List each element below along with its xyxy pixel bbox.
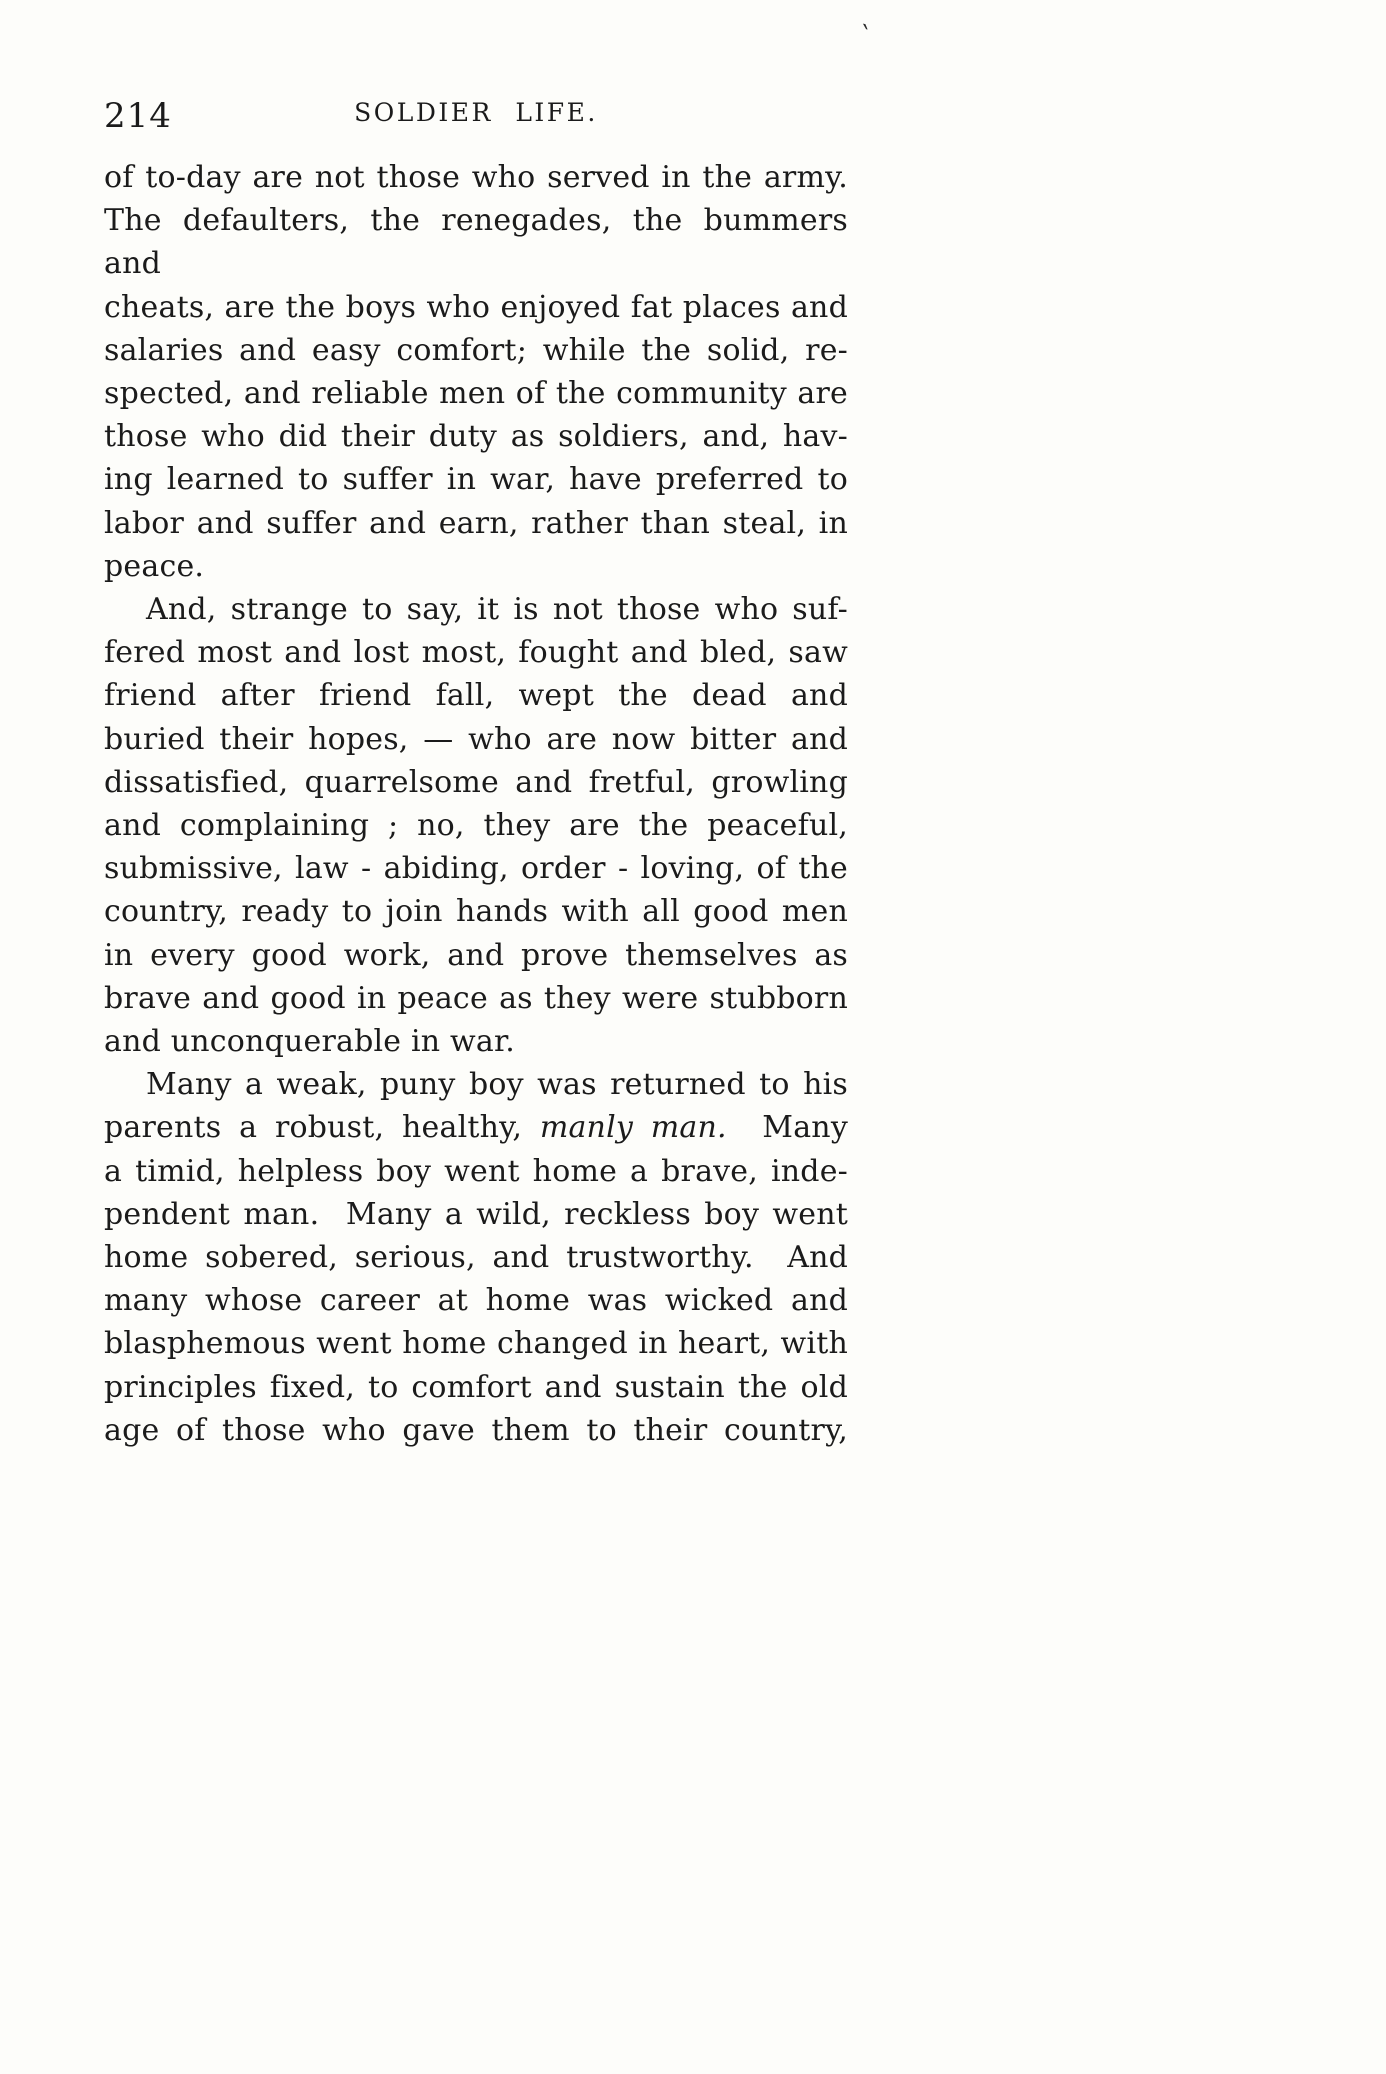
- text-segment: Many a weak, puny boy was returned to his: [146, 1067, 848, 1103]
- text-segment: and unconquerable in war.: [104, 1024, 515, 1060]
- text-segment: And, strange to say, it is not those who suf-: [146, 592, 848, 628]
- text-line: [104, 674, 848, 717]
- paragraph: [104, 156, 848, 588]
- text-segment: ing learned to suffer in war, have preferred to: [104, 462, 848, 498]
- running-title: SOLDIER LIFE.: [354, 98, 598, 127]
- text-line: [104, 631, 848, 674]
- text-segment: many whose career at home was wicked and: [104, 1283, 848, 1319]
- text-segment: Many: [726, 1110, 848, 1146]
- italic-text-segment: manly man.: [539, 1110, 727, 1146]
- text-segment: country, ready to join hands with all good men: [104, 894, 848, 930]
- text-segment: of to-day are not those who served in the army.: [104, 160, 848, 195]
- text-line: [104, 286, 848, 329]
- text-line: [104, 1279, 848, 1322]
- text-segment: home sobered, serious, and trustworthy. And: [104, 1240, 848, 1276]
- text-segment: brave and good in peace as they were stubborn: [104, 980, 848, 1016]
- text-line: [104, 1020, 848, 1063]
- text-segment: salaries and easy comfort; while the solid, re-: [104, 332, 848, 368]
- text-line: [104, 199, 848, 285]
- page-number: 214: [104, 96, 172, 136]
- text-line: [104, 1150, 848, 1193]
- text-segment: buried their hopes, — who are now bitter and: [104, 721, 848, 757]
- text-segment: in every good work, and prove themselves as: [104, 937, 848, 973]
- text-line: [104, 1236, 848, 1279]
- text-segment: blasphemous went home changed in heart, with: [104, 1326, 848, 1362]
- text-segment: principles fixed, to comfort and sustain the old: [104, 1369, 848, 1405]
- text-segment: labor and suffer and earn, rather than steal, in: [104, 505, 848, 541]
- text-line: [104, 1409, 848, 1452]
- text-segment: dissatisfied, quarrelsome and fretful, growling: [104, 764, 848, 800]
- text-line: [104, 761, 848, 804]
- text-segment: The defaulters, the renegades, the bummers and: [104, 203, 848, 282]
- text-line: [104, 1366, 848, 1409]
- text-block: [104, 156, 848, 1452]
- text-segment: peace.: [104, 548, 205, 584]
- paragraph: [104, 1063, 848, 1452]
- text-line: [104, 890, 848, 933]
- text-line: [104, 977, 848, 1020]
- text-segment: age of those who gave them to their country,: [104, 1412, 848, 1448]
- text-line: [104, 156, 848, 199]
- text-segment: those who did their duty as soldiers, and, hav-: [104, 419, 848, 455]
- scan-artifact: `: [855, 20, 874, 54]
- text-line: [104, 502, 848, 545]
- text-segment: friend after friend fall, wept the dead and: [104, 678, 848, 714]
- text-line: [104, 1322, 848, 1365]
- text-line: [104, 588, 848, 631]
- text-line: [104, 1106, 848, 1149]
- text-segment: cheats, are the boys who enjoyed fat places and: [104, 289, 848, 325]
- text-line: [104, 804, 848, 847]
- text-line: [104, 458, 848, 501]
- text-segment: submissive, law - abiding, order - loving, of the: [104, 851, 848, 887]
- text-line: [104, 372, 848, 415]
- text-line: [104, 934, 848, 977]
- text-segment: pendent man. Many a wild, reckless boy went: [104, 1196, 848, 1232]
- text-line: [104, 329, 848, 372]
- text-line: [104, 1193, 848, 1236]
- page-header: [104, 96, 848, 136]
- paragraph: [104, 588, 848, 1063]
- text-line: [104, 1063, 848, 1106]
- text-line: [104, 847, 848, 890]
- text-line: [104, 545, 848, 588]
- text-segment: spected, and reliable men of the community are: [104, 376, 848, 412]
- text-line: [104, 415, 848, 458]
- text-segment: parents a robust, healthy,: [104, 1110, 540, 1146]
- text-segment: a timid, helpless boy went home a brave, inde-: [104, 1153, 848, 1189]
- text-segment: fered most and lost most, fought and bled, saw: [104, 635, 848, 671]
- text-line: [104, 718, 848, 761]
- text-segment: and complaining ; no, they are the peaceful,: [104, 808, 848, 844]
